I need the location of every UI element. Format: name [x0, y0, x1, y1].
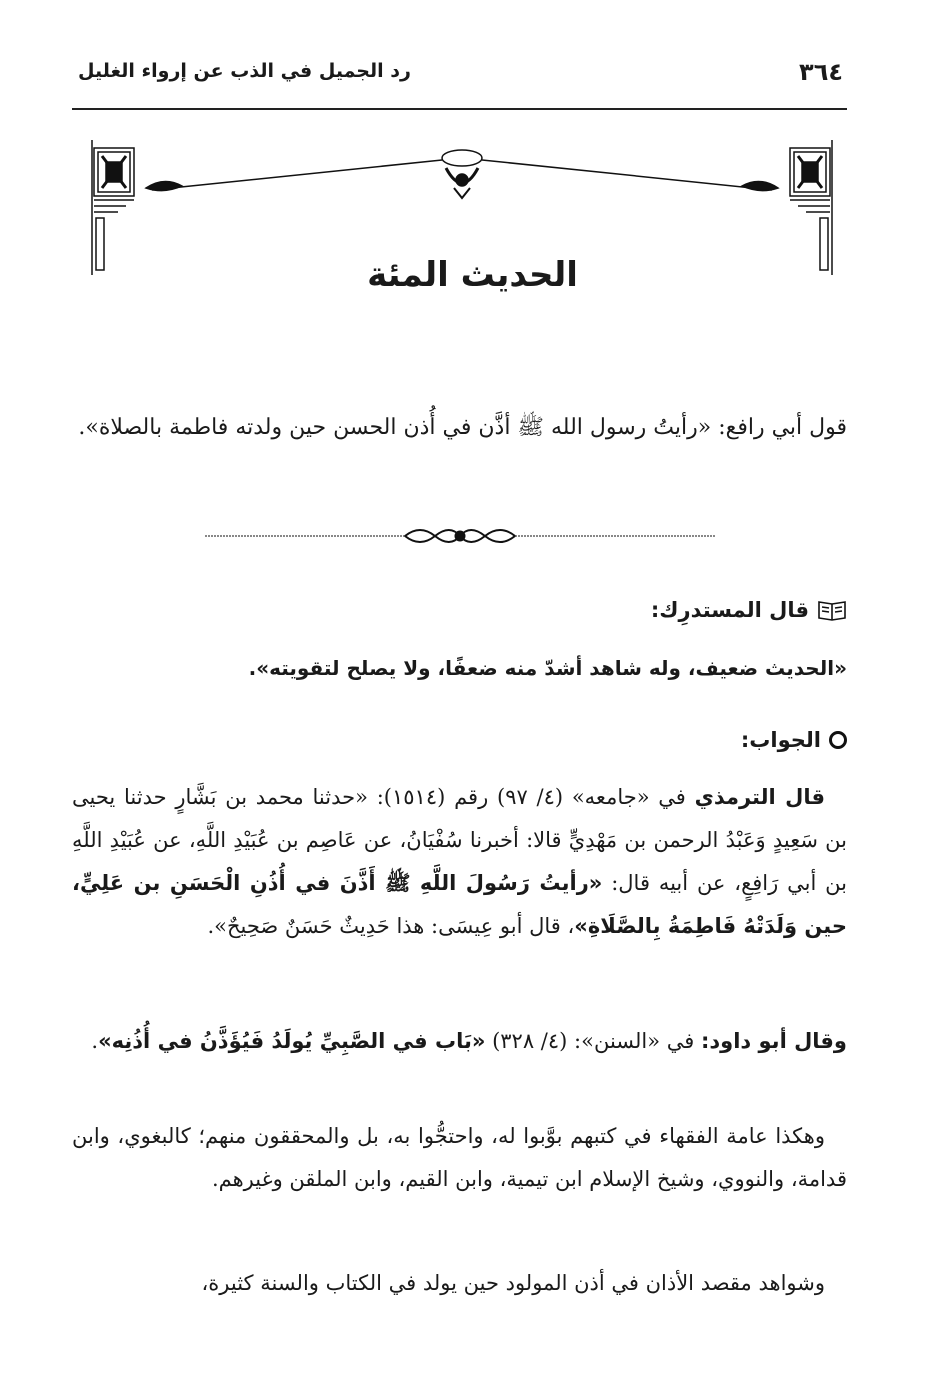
tirmidhi-paragraph	[72, 776, 847, 948]
mustadrak-label: قال المستدرِك:	[650, 598, 809, 622]
tirmidhi-text2: ، قال أبو عِيسَى: هذا حَدِيثٌ حَسَنٌ صَحِيحٌ».	[207, 914, 575, 938]
running-header	[72, 48, 847, 100]
tirmidhi-hadith: «رأيتُ رَسُولَ اللَّهِ ﷺ أَذَّنَ في أُذُنِ الْحَسَنِ بن عَلِيٍّ، حين وَلَدَتْهُ فَاطِمَةُ بِالصَّلَاةِ»	[72, 871, 847, 938]
header-rule	[72, 108, 847, 110]
circle-bullet-icon	[829, 731, 847, 749]
mustadrak-heading	[651, 598, 847, 622]
chapter-title: الحديث المئة	[367, 255, 578, 295]
shawahid-text: وشواهد مقصد الأذان في أذن المولود حين يولد في الكتاب والسنة كثيرة،	[201, 1271, 825, 1295]
answer-label: الجواب:	[740, 728, 821, 752]
abudawud-text2: .	[91, 1029, 99, 1053]
tirmidhi-lead: قال الترمذي	[694, 785, 825, 809]
ornamental-divider	[205, 522, 715, 550]
mustadrak-quote: «الحديث ضعيف، وله شاهد أشدّ منه ضعفًا، ولا يصلح لتقويته».	[248, 656, 847, 680]
tirmidhi-text1: في «جامعه» (٤/ ٩٧) رقم (١٥١٤): «حدثنا محمد بن بَشَّارٍ حدثنا يحيى بن سَعِيدٍ وَعَبْدُ الرحمن بن مَهْدِيٍّ قالا: أخبرنا سُفْيَانُ، عن عَاصِم بن عُبَيْدِ اللَّهِ، عن عُبَيْدِ اللَّهِ بن أبي رَافِعٍ، عن أبيه قال:	[72, 785, 847, 895]
abudawud-chapter: «بَاب في الصَّبِيِّ يُولَدُ فَيُؤَذَّنُ في أُذُنِه»	[98, 1029, 486, 1053]
page-number: ٣٦٤	[799, 58, 843, 86]
book-title: رد الجميل في الذب عن إرواء الغليل	[78, 60, 411, 82]
open-book-icon	[817, 599, 847, 621]
abudawud-lead: وقال أبو داود:	[701, 1029, 847, 1053]
abudawud-paragraph	[72, 1020, 847, 1063]
intro-paragraph: قول أبي رافع: «رأيتُ رسول الله ﷺ أذَّن في أُذن الحسن حين ولدته فاطمة بالصلاة».	[78, 415, 847, 440]
shawahid-paragraph	[72, 1262, 847, 1305]
abudawud-text1: في «السنن»: (٤/ ٣٢٨)	[485, 1029, 701, 1053]
fuqaha-text: وهكذا عامة الفقهاء في كتبهم بوَّبوا له، واحتجُّوا به، بل والمحققون منهم؛ كالبغوي، وابن قدامة، والنووي، وشيخ الإسلام ابن تيمية، وابن القيم، وابن الملقن وغيرهم.	[72, 1124, 847, 1191]
answer-heading	[741, 728, 847, 752]
fuqaha-paragraph	[72, 1115, 847, 1201]
